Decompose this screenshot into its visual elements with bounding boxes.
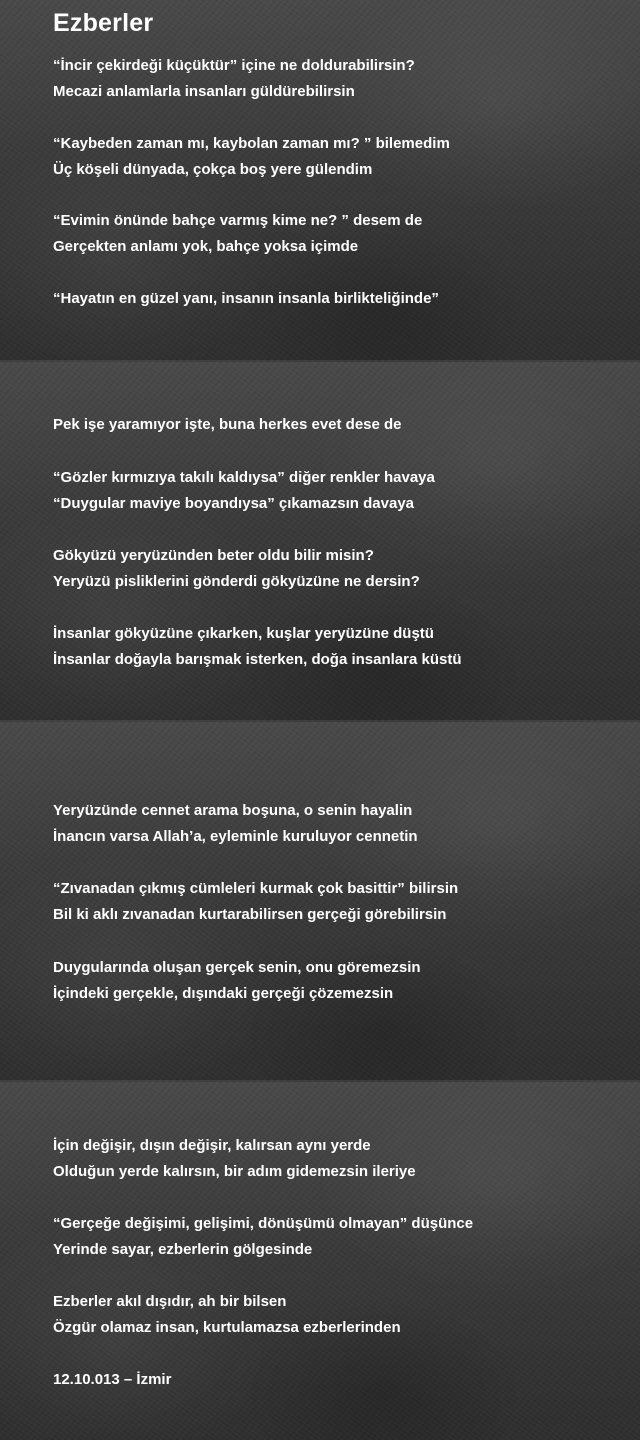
poem-line: “Evimin önünde bahçe varmış kime ne? ” desem de: [53, 212, 423, 229]
poem-line: Yeryüzü pisliklerini gönderdi gökyüzüne ne dersin?: [53, 573, 420, 590]
poem-date-place: 12.10.013 – İzmir: [53, 1371, 172, 1388]
stanza-3: [53, 208, 422, 260]
poem-line: “Zıvanadan çıkmış cümleleri kurmak çok basittir” bilirsin: [53, 880, 459, 897]
stanza-13: [53, 1211, 473, 1263]
poem-panel-4: [0, 1080, 640, 1440]
poem-line: İçindeki gerçekle, dışındaki gerçeği çözemezsin: [53, 985, 394, 1002]
stanza-5: [53, 412, 402, 438]
poem-line: Gerçekten anlamı yok, bahçe yoksa içimde: [53, 238, 359, 255]
stanza-14: [53, 1289, 401, 1341]
poem-signature: [53, 1367, 171, 1393]
poem-panel-2: [0, 360, 640, 720]
poem-line: Mecazi anlamlarla insanları güldürebilirsin: [53, 83, 355, 100]
stanza-9: [53, 798, 418, 850]
poem-line: “İncir çekirdeği küçüktür” içine ne doldurabilirsin?: [53, 57, 415, 74]
poem-line: İnsanlar doğayla barışmak isterken, doğa insanlara küstü: [53, 651, 462, 668]
poem-line: “Gözler kırmızıya takılı kaldıysa” diğer renkler havaya: [53, 469, 435, 486]
poem-line: Pek işe yaramıyor işte, buna herkes evet dese de: [53, 416, 402, 433]
poem-line: Gökyüzü yeryüzünden beter oldu bilir misin?: [53, 547, 374, 564]
poem-line: Bil ki aklı zıvanadan kurtarabilirsen gerçeği görebilirsin: [53, 906, 447, 923]
poem-line: İnsanlar gökyüzüne çıkarken, kuşlar yeryüzüne düştü: [53, 625, 434, 642]
stanza-1: [53, 53, 415, 105]
stanza-4: [53, 286, 439, 312]
stanza-12: [53, 1133, 416, 1185]
stanza-10: [53, 876, 458, 928]
poem-line: Olduğun yerde kalırsın, bir adım gidemezsin ileriye: [53, 1163, 416, 1180]
stanza-7: [53, 543, 420, 595]
poem-line: “Duygular maviye boyandıysa” çıkamazsın davaya: [53, 495, 415, 512]
poem-line: “Kaybeden zaman mı, kaybolan zaman mı? ” bilemedim: [53, 135, 450, 152]
poem-line: Duygularında oluşan gerçek senin, onu göremezsin: [53, 959, 421, 976]
poem-line: “Hayatın en güzel yanı, insanın insanla birlikteliğinde”: [53, 290, 439, 307]
stanza-11: [53, 955, 421, 1007]
poem-line: Üç köşeli dünyada, çokça boş yere gülendim: [53, 161, 373, 178]
stanza-8: [53, 621, 462, 673]
poem-line: İnancın varsa Allah’a, eyleminle kuruluyor cennetin: [53, 828, 418, 845]
stanza-2: [53, 131, 450, 183]
poem-panel-1: [0, 0, 640, 360]
poem-line: İçin değişir, dışın değişir, kalırsan aynı yerde: [53, 1137, 371, 1154]
poem-line: Özgür olamaz insan, kurtulamazsa ezberlerinden: [53, 1319, 401, 1336]
poem-line: Yerinde sayar, ezberlerin gölgesinde: [53, 1241, 313, 1258]
poem-title: Ezberler: [53, 9, 154, 37]
poem-line: Ezberler akıl dışıdır, ah bir bilsen: [53, 1293, 287, 1310]
poem-line: “Gerçeğe değişimi, gelişimi, dönüşümü olmayan” düşünce: [53, 1215, 474, 1232]
poem-line: Yeryüzünde cennet arama boşuna, o senin hayalin: [53, 802, 413, 819]
stanza-6: [53, 465, 435, 517]
poem-panel-3: [0, 720, 640, 1080]
